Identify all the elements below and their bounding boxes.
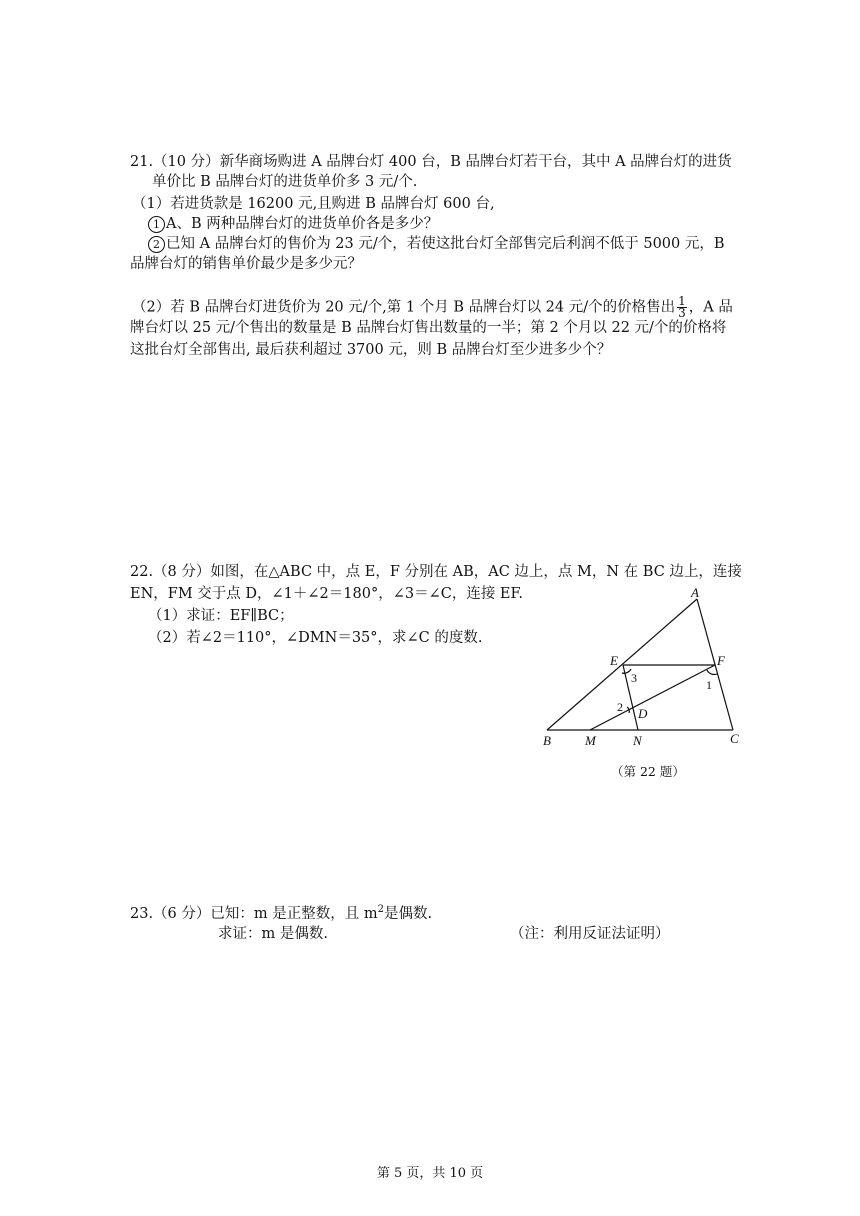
label-m: M bbox=[585, 733, 596, 748]
label-c: C bbox=[730, 731, 739, 746]
circled-number-1: 1 bbox=[148, 216, 165, 233]
q22-part-2: （2）若∠2＝110°，∠DMN＝35°，求∠C 的度数. bbox=[148, 630, 483, 646]
label-angle-2: 2 bbox=[617, 700, 623, 714]
label-angle-1: 1 bbox=[706, 678, 712, 692]
q21-line-7 bbox=[132, 296, 733, 319]
q21-line-9: 这批台灯全部售出, 最后获利超过 3700 元，则 B 品牌台灯至少进多少个？ bbox=[130, 342, 612, 358]
label-a: A bbox=[691, 585, 699, 600]
label-e: E bbox=[610, 653, 618, 668]
q21-line-6: 品牌台灯的销售单价最少是多少元？ bbox=[130, 256, 362, 272]
label-b: B bbox=[543, 733, 551, 748]
angle-1-arc bbox=[707, 670, 717, 675]
q21-line-1: 21.（10 分）新华商场购进 A 品牌台灯 400 台，B 品牌台灯若干台，其中 A 品牌台灯的进货 bbox=[130, 154, 732, 170]
q21-sub-2 bbox=[148, 234, 725, 254]
q21-sub-1 bbox=[148, 214, 438, 234]
angle-3-arc bbox=[622, 669, 631, 673]
q22-part-1: （1）求证：EF∥BC； bbox=[148, 608, 294, 624]
label-n: N bbox=[633, 733, 642, 748]
q21-sub-1-text: A、B 两种品牌台灯的进货单价各是多少？ bbox=[166, 216, 439, 232]
q23-line-1a: 23.（6 分）已知：m 是正整数，且 m bbox=[130, 905, 378, 922]
label-f: F bbox=[717, 653, 725, 668]
q22-line-2: EN，FM 交于点 D，∠1＋∠2＝180°，∠3＝∠C，连接 EF. bbox=[130, 586, 523, 602]
q23-line-1b: 是偶数. bbox=[384, 905, 433, 922]
exponent: 2 bbox=[377, 904, 384, 915]
q22-line-1: 22.（8 分）如图，在△ABC 中，点 E，F 分别在 AB，AC 边上，点 M，N 在 BC 边上，连接 bbox=[130, 564, 742, 580]
segment-fm bbox=[590, 665, 715, 730]
q21-line-7b: ，A 品 bbox=[688, 299, 733, 316]
q23-proof-prompt: 求证：m 是偶数. bbox=[218, 926, 328, 942]
triangle-figure bbox=[535, 585, 755, 750]
q21-line-7a: （2）若 B 品牌台灯进货价为 20 元/个,第 1 个月 B 品牌台灯以 24 元/个的价格售出 bbox=[132, 299, 676, 316]
fraction-denominator: 3 bbox=[678, 306, 686, 320]
q21-line-2: 单价比 B 品牌台灯的进货单价多 3 元/个. bbox=[152, 174, 418, 190]
q21-sub-2-text: 已知 A 品牌台灯的售价为 23 元/个，若使这批台灯全部售完后利润不低于 5000 元，B bbox=[166, 236, 725, 252]
label-d: D bbox=[638, 706, 648, 721]
q21-line-8: 牌台灯以 25 元/个售出的数量是 B 品牌台灯售出数量的一半；第 2 个月以 22 元/个的价格将 bbox=[130, 320, 727, 336]
page-footer: 第 5 页，共 10 页 bbox=[376, 1166, 484, 1181]
fraction-numerator: 1 bbox=[678, 294, 686, 308]
q21-line-3: （1）若进货款是 16200 元,且购进 B 品牌台灯 600 台, bbox=[132, 196, 495, 212]
label-angle-3: 3 bbox=[631, 671, 637, 685]
q23-note: （注：利用反证法证明） bbox=[510, 926, 670, 942]
fraction-one-third bbox=[677, 296, 687, 319]
figure-caption: （第 22 题） bbox=[611, 764, 685, 779]
q23-line-1 bbox=[130, 900, 432, 924]
circled-number-2: 2 bbox=[148, 236, 165, 253]
